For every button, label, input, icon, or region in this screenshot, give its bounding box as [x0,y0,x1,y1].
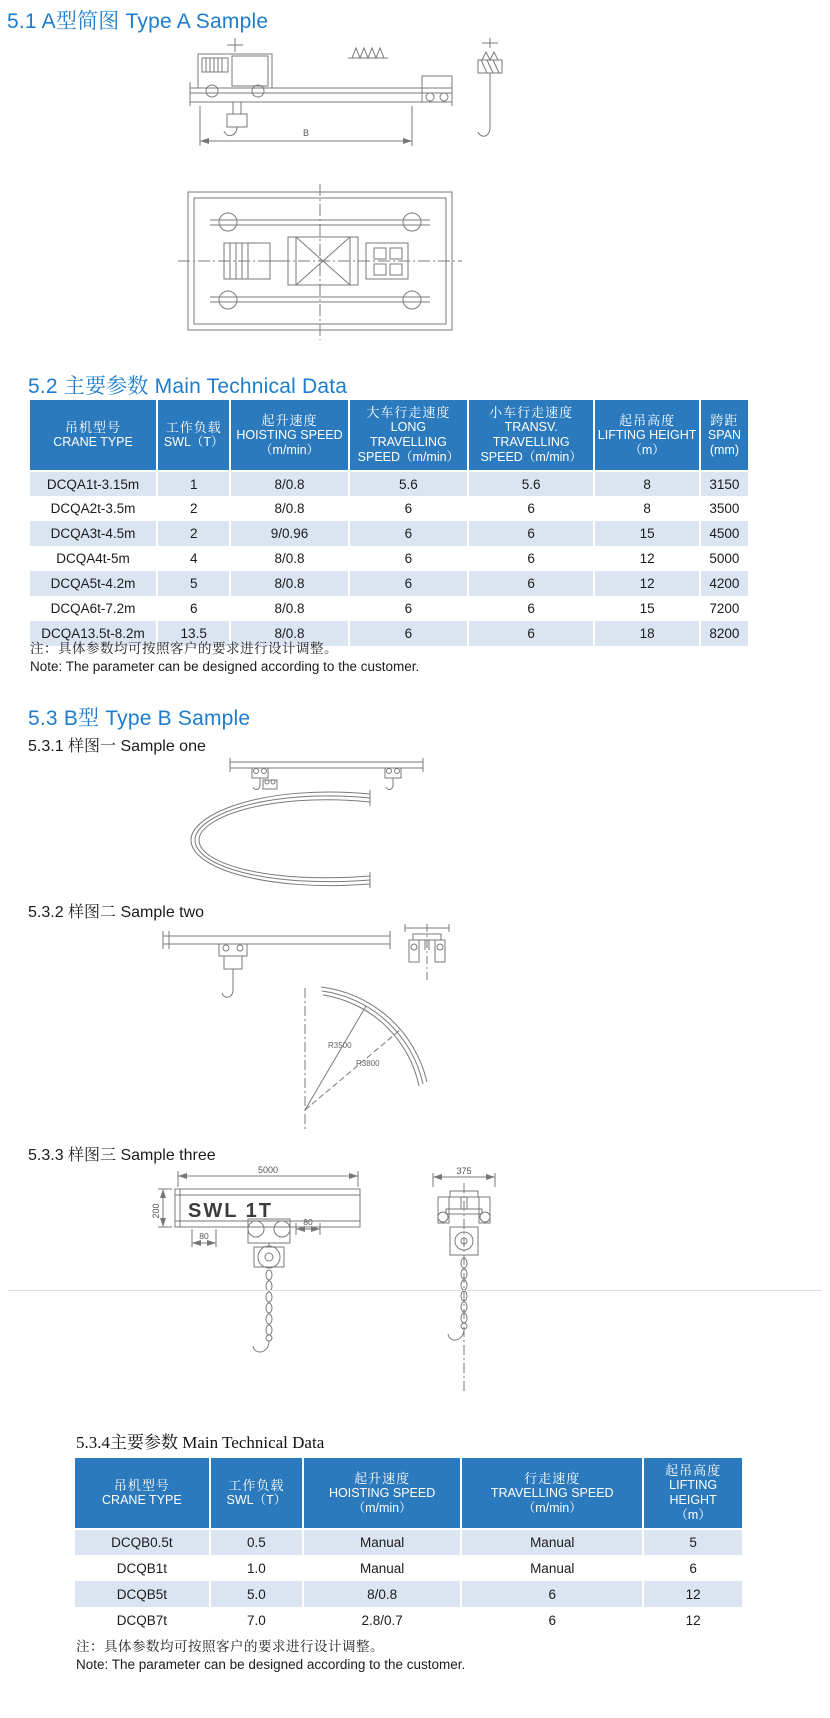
table-cell: 6 [349,496,468,521]
table-cell: 0.5 [210,1529,303,1555]
trolley-gap-dim-label: 80 [303,1217,313,1227]
table-cell: 1 [157,471,230,496]
table-cell: 6 [468,496,594,521]
table-row [75,1581,742,1607]
section-5-1-heading: 5.1 A型简图 Type A Sample [7,10,269,33]
table-cell: 18 [594,621,700,646]
column-header: 起吊高度 LIFTING HEIGHT （m） [594,400,700,471]
table-row [75,1555,742,1581]
column-header: 工作负载 SWL（T） [210,1458,303,1529]
beam-height-dim-label: 200 [151,1203,161,1219]
table-cell: DCQA3t-4.5m [30,521,157,546]
section-5-3-4-heading: 5.3.4主要参数 Main Technical Data [76,1433,325,1452]
table-cell: 8200 [700,621,748,646]
table-cell: 7.0 [210,1607,303,1633]
table-cell: 5.0 [210,1581,303,1607]
table-cell: DCQB5t [75,1581,210,1607]
beam-length-dim-label: 5000 [257,1165,279,1175]
section-5-2-heading: 5.2 主要参数 Main Technical Data [28,375,348,398]
note-zh: 注：具体参数均可按照客户的要求进行设计调整。 [30,641,338,656]
table-b-header-row [75,1458,742,1529]
table-cell: 5.6 [468,471,594,496]
girder-span-dim-label: B [302,128,310,138]
note-after-table-a [30,640,419,676]
table-cell: DCQB7t [75,1607,210,1633]
table-cell: Manual [303,1555,461,1581]
table-cell: 6 [349,621,468,646]
table-cell: 8/0.8 [230,471,348,496]
table-cell: 8/0.8 [303,1581,461,1607]
table-cell: 6 [468,596,594,621]
table-cell: 12 [594,546,700,571]
table-row [75,1529,742,1555]
table-cell: 9/0.96 [230,521,348,546]
table-row [30,471,748,496]
sample-three-drawing [150,1165,545,1397]
table-cell: 12 [643,1581,742,1607]
radius-outer-label: R3800 [356,1059,380,1068]
section-5-3-2-heading: 5.3.2 样图二 Sample two [28,904,205,921]
table-cell: 8/0.8 [230,571,348,596]
table-cell: 13.5 [157,621,230,646]
table-cell: 6 [349,571,468,596]
table-cell: Manual [461,1555,643,1581]
table-cell: 5 [643,1529,742,1555]
table-cell: 5 [157,571,230,596]
table-cell: 6 [468,571,594,596]
table-cell: 8/0.8 [230,496,348,521]
table-cell: 7200 [700,596,748,621]
type-a-plan-view-drawing [170,180,470,344]
table-a-body [30,471,748,646]
table-cell: 2 [157,521,230,546]
table-cell: 4500 [700,521,748,546]
column-header: 工作负载 SWL（T） [157,400,230,471]
table-cell: DCQA4t-5m [30,546,157,571]
note-en: Note: The parameter can be designed according to the customer. [76,1657,466,1672]
table-cell: 5.6 [349,471,468,496]
main-technical-data-table-a [30,400,748,646]
table-cell: Manual [303,1529,461,1555]
swl-capacity-label: SWL 1T [188,1200,273,1222]
column-header: 大车行走速度 LONG TRAVELLING SPEED（m/min） [349,400,468,471]
table-a-header-row [30,400,748,471]
table-cell: DCQA2t-3.5m [30,496,157,521]
flange-width-dim-label: 80 [199,1231,209,1241]
table-cell: 2 [157,496,230,521]
main-technical-data-table-b [75,1458,742,1633]
table-cell: 6 [461,1607,643,1633]
column-header: 行走速度 TRAVELLING SPEED （m/min） [461,1458,643,1529]
table-row [30,596,748,621]
table-cell: 3500 [700,496,748,521]
table-cell: 2.8/0.7 [303,1607,461,1633]
table-cell: 6 [468,621,594,646]
table-cell: 8/0.8 [230,596,348,621]
sample-two-drawing [155,922,525,1135]
column-header: 吊机型号 CRANE TYPE [75,1458,210,1529]
table-cell: 8/0.8 [230,621,348,646]
table-cell: 4 [157,546,230,571]
column-header: 跨距 SPAN (mm) [700,400,748,471]
table-row [30,496,748,521]
table-row [30,521,748,546]
column-header: 起升速度 HOISTING SPEED （m/min） [303,1458,461,1529]
table-cell: 8 [594,496,700,521]
table-cell: DCQB1t [75,1555,210,1581]
table-cell: DCQA5t-4.2m [30,571,157,596]
table-cell: 4200 [700,571,748,596]
table-cell: 6 [461,1581,643,1607]
section-5-3-heading: 5.3 B型 Type B Sample [28,707,251,730]
table-cell: DCQA6t-7.2m [30,596,157,621]
table-cell: 3150 [700,471,748,496]
table-cell: Manual [461,1529,643,1555]
note-en: Note: The parameter can be designed according to the customer. [30,659,420,674]
table-cell: 6 [349,521,468,546]
column-header: 起升速度 HOISTING SPEED （m/min） [230,400,348,471]
table-cell: 12 [643,1607,742,1633]
table-row [30,546,748,571]
table-cell: DCQB0.5t [75,1529,210,1555]
table-cell: 6 [643,1555,742,1581]
table-b-body [75,1529,742,1633]
table-cell: 1.0 [210,1555,303,1581]
type-a-side-view-drawing [160,36,520,174]
table-cell: 12 [594,571,700,596]
table-cell: 6 [349,596,468,621]
page-divider-line [8,1290,822,1291]
table-cell: 15 [594,596,700,621]
note-zh: 注：具体参数均可按照客户的要求进行设计调整。 [76,1639,384,1654]
table-cell: 6 [468,546,594,571]
radius-inner-label: R3500 [328,1041,352,1050]
table-row [30,571,748,596]
type-a-table-container [30,400,748,646]
table-row [75,1607,742,1633]
table-cell: 6 [349,546,468,571]
column-header: 小车行走速度 TRANSV. TRAVELLING SPEED（m/min） [468,400,594,471]
sample-one-drawing [175,754,435,896]
table-cell: 8/0.8 [230,546,348,571]
type-b-table-container [75,1458,742,1633]
note-after-table-b [76,1638,465,1674]
section-5-3-1-heading: 5.3.1 样图一 Sample one [28,738,206,755]
table-cell: 15 [594,521,700,546]
column-header: 起吊高度 LIFTING HEIGHT （m） [643,1458,742,1529]
end-view-width-dim-label: 375 [456,1166,472,1176]
table-cell: DCQA13.5t-8.2m [30,621,157,646]
table-cell: DCQA1t-3.15m [30,471,157,496]
column-header: 吊机型号 CRANE TYPE [30,400,157,471]
table-cell: 8 [594,471,700,496]
section-5-3-3-heading: 5.3.3 样图三 Sample three [28,1147,216,1164]
table-cell: 6 [468,521,594,546]
table-cell: 6 [157,596,230,621]
table-cell: 5000 [700,546,748,571]
